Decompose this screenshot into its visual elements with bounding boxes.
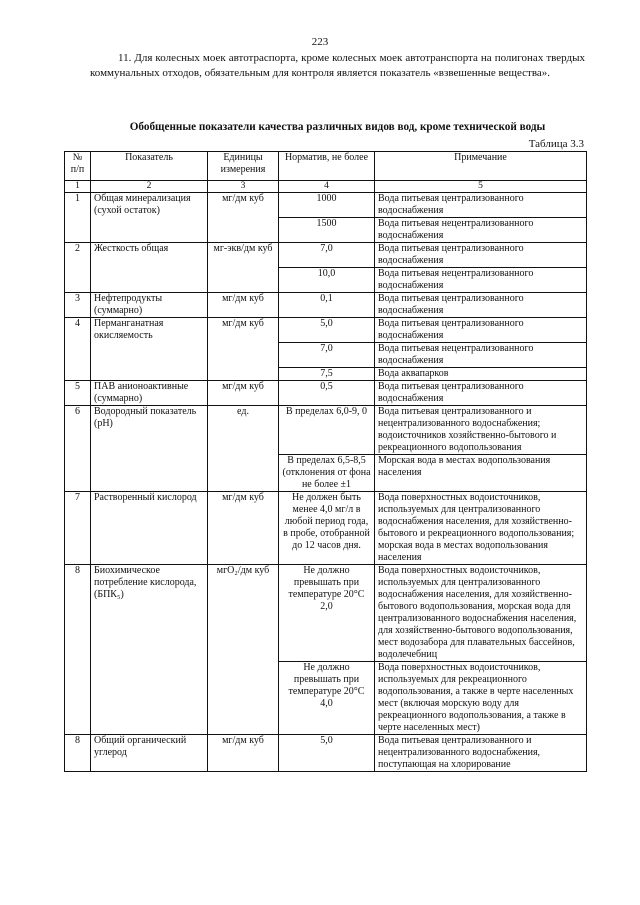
norm-value: В пределах 6,0-9, 0 xyxy=(279,406,375,455)
column-number: 4 xyxy=(279,181,375,193)
indicator-name: Растворенный кислород xyxy=(91,492,208,565)
row-number: 4 xyxy=(65,318,91,381)
table-caption: Таблица 3.3 xyxy=(528,138,584,150)
header-unit: Единицы измерения xyxy=(208,152,279,181)
norm-value: Не должно превышать при температуре 20°С 2,0 xyxy=(279,565,375,662)
note-text: Вода питьевая централизованного водоснабжения xyxy=(375,243,587,268)
note-text: Вода аквапарков xyxy=(375,368,587,381)
norm-value: 5,0 xyxy=(279,318,375,343)
table-row xyxy=(65,193,587,218)
row-number: 8 xyxy=(65,565,91,735)
column-number: 5 xyxy=(375,181,587,193)
unit: мг-экв/дм куб xyxy=(208,243,279,293)
table-row xyxy=(65,381,587,406)
table-row xyxy=(65,243,587,268)
indicator-name: Общая минерализация (сухой остаток) xyxy=(91,193,208,243)
row-number: 1 xyxy=(65,193,91,243)
indicator-name: Жесткость общая xyxy=(91,243,208,293)
row-number: 2 xyxy=(65,243,91,293)
note-text: Вода поверхностных водоисточников, используемых для рекреационного водопользования, а также в черте населенных мест (включая морскую воду для рекреационного водопользования, а также в черте населенных мест) xyxy=(375,662,587,735)
row-number: 3 xyxy=(65,293,91,318)
norm-value: 0,1 xyxy=(279,293,375,318)
header-num: № п/п xyxy=(65,152,91,181)
row-number: 8 xyxy=(65,735,91,772)
header-norm: Норматив, не более xyxy=(279,152,375,181)
norm-value: 5,0 xyxy=(279,735,375,772)
table-row xyxy=(65,293,587,318)
unit: мг/дм куб xyxy=(208,318,279,381)
norm-value: Не должен быть менее 4,0 мг/л в любой период года, в пробе, отобранной до 12 часов дня. xyxy=(279,492,375,565)
table-header-row xyxy=(65,152,587,181)
table-row xyxy=(65,318,587,343)
unit: мг/дм куб xyxy=(208,492,279,565)
column-number-row xyxy=(65,181,587,193)
indicators-table xyxy=(64,151,587,772)
table-row xyxy=(65,406,587,455)
row-number: 5 xyxy=(65,381,91,406)
note-text: Вода питьевая нецентрализованного водоснабжения xyxy=(375,343,587,368)
header-indicator: Показатель xyxy=(91,152,208,181)
note-text: Вода питьевая централизованного водоснабжения xyxy=(375,381,587,406)
note-text: Вода питьевая нецентрализованного водоснабжения xyxy=(375,268,587,293)
norm-value: В пределах 6,5-8,5 (отклонения от фона не более ±1 xyxy=(279,455,375,492)
norm-value: 7,0 xyxy=(279,343,375,368)
unit: мг/дм куб xyxy=(208,735,279,772)
intro-paragraph: 11. Для колесных моек автотраспорта, кроме колесных моек автотранспорта на полигонах твердых коммунальных отходов, обязательным для контроля является показатель «взвешенные вещества». xyxy=(90,52,585,79)
note-text: Морская вода в местах водопользования населения xyxy=(375,455,587,492)
indicator-name: ПАВ анионоактивные (суммарно) xyxy=(91,381,208,406)
row-number: 7 xyxy=(65,492,91,565)
unit: мг/дм куб xyxy=(208,193,279,243)
note-text: Вода питьевая централизованного и нецентрализованного водоснабжения, поступающая на хлорирование xyxy=(375,735,587,772)
column-number: 3 xyxy=(208,181,279,193)
column-number: 1 xyxy=(65,181,91,193)
unit: ед. xyxy=(208,406,279,492)
header-note: Примечание xyxy=(375,152,587,181)
norm-value: Не должно превышать при температуре 20°С 4,0 xyxy=(279,662,375,735)
table-row xyxy=(65,492,587,565)
page-number: 223 xyxy=(311,36,329,48)
note-text: Вода питьевая централизованного водоснабжения xyxy=(375,318,587,343)
note-text: Вода поверхностных водоисточников, используемых для централизованного водоснабжения населения, для хозяйственно-бытового водопользования, морская вода для централизованного водоснабжения населения, для хозяйственно-бытового водопользования, мест водозабора для плавательных бассейнов, водолечебниц xyxy=(375,565,587,662)
note-text: Вода питьевая централизованного водоснабжения xyxy=(375,293,587,318)
row-number: 6 xyxy=(65,406,91,492)
norm-value: 7,0 xyxy=(279,243,375,268)
indicator-name: Биохимическое потребление кислорода, (БПК₅) xyxy=(91,565,208,735)
unit: мг/дм куб xyxy=(208,381,279,406)
norm-value: 7,5 xyxy=(279,368,375,381)
note-text: Вода питьевая централизованного и нецентрализованного водоснабжения; водоисточников хозяйственно-бытового и рекреационного водопользования xyxy=(375,406,587,455)
table-row xyxy=(65,735,587,772)
indicator-name: Водородный показатель (рН) xyxy=(91,406,208,492)
note-text: Вода питьевая нецентрализованного водоснабжения xyxy=(375,218,587,243)
note-text: Вода поверхностных водоисточников, используемых для централизованного водоснабжения населения, для хозяйственно-бытового и рекреационного водопользования; морская вода в местах водопользования населения xyxy=(375,492,587,565)
table-body xyxy=(65,193,587,772)
norm-value: 1000 xyxy=(279,193,375,218)
unit: мгО₂/дм куб xyxy=(208,565,279,735)
indicator-name: Перманганатная окисляемость xyxy=(91,318,208,381)
unit: мг/дм куб xyxy=(208,293,279,318)
column-number: 2 xyxy=(91,181,208,193)
table-title: Обобщенные показатели качества различных видов вод, кроме технической воды xyxy=(129,121,546,133)
note-text: Вода питьевая централизованного водоснабжения xyxy=(375,193,587,218)
indicator-name: Нефтепродукты (суммарно) xyxy=(91,293,208,318)
norm-value: 10,0 xyxy=(279,268,375,293)
indicator-name: Общий органический углерод xyxy=(91,735,208,772)
table-row xyxy=(65,565,587,662)
norm-value: 1500 xyxy=(279,218,375,243)
norm-value: 0,5 xyxy=(279,381,375,406)
